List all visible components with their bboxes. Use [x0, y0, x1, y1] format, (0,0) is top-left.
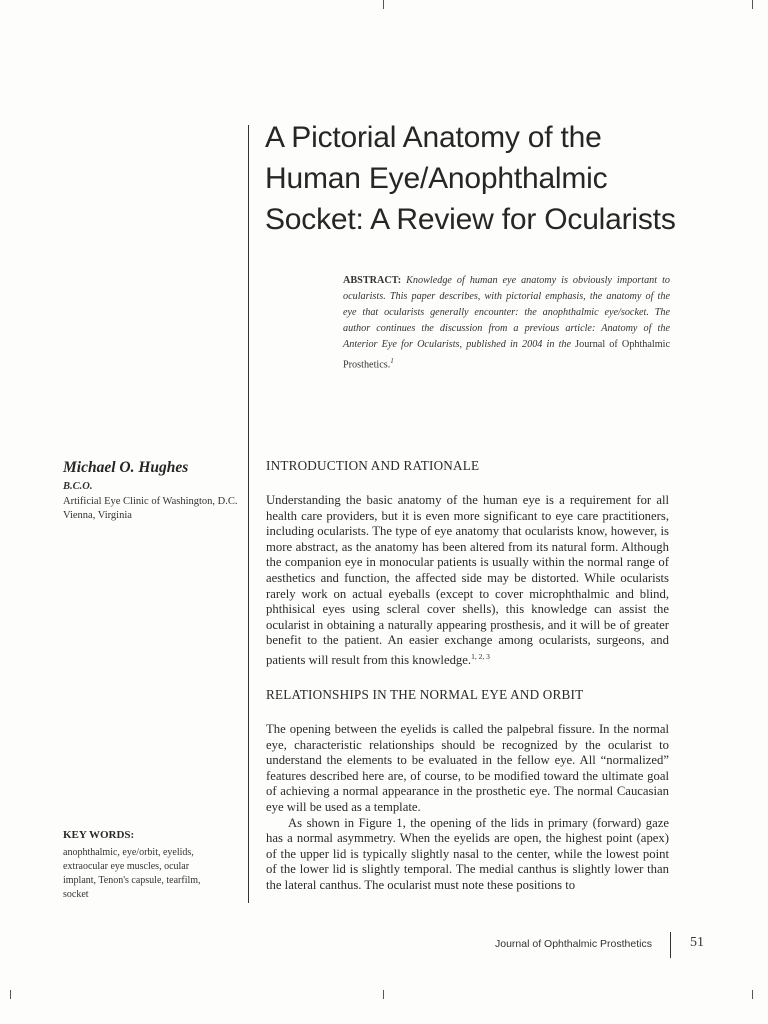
- affiliation-line-1: Artificial Eye Clinic of Washington, D.C.: [63, 495, 238, 507]
- title-line-3: Socket: A Review for Ocularists: [265, 203, 676, 236]
- relationships-paragraph-1: The opening between the eyelids is called the palpebral fissure. In the normal eye, characteristic relationships should be recognized by the ocularist to understand the elements to be evaluated in the fellow eye. All “normalized” features described here are, of course, to be modified toward the ultimate goal of achieving a normal appearance in the prosthetic eye. The normal Caucasian eye will be used as a template.: [266, 722, 669, 814]
- author-degree: B.C.O.: [63, 481, 93, 492]
- intro-text: Understanding the basic anatomy of the human eye is a requirement for all health care providers, but it is even more significant to eye care practitioners, including ocularists. The type of eye anatomy that ocularists know, however, is more abstract, as the anatomy has been altered from its natural form. Although the companion eye in monocular patients is usually within the normal range of aesthetics and function, the affected side may be distorted. While ocularists rarely work on actual eyeballs (except to cover microphthalmic and blind, phthisical eyes using scleral cover shells), this knowledge can assist the ocularist in obtaining a naturally appearing prosthesis, and it will be of greater benefit to the patient. An easier exchange among ocularists, surgeons, and patients will result from this knowledge.: [266, 493, 669, 668]
- page-number: 51: [690, 935, 704, 950]
- abstract-text: Knowledge of human eye anatomy is obviously important to ocularists. This paper describes, with pictorial emphasis, the anatomy of the eye that ocularists generally encounter: the anophthalmic eye/socket. The author continues the discussion from a previous article: Anatomy of the Anterior Eye for Ocularists, published in 2004 in the: [343, 275, 670, 350]
- title-line-2: Human Eye/Anophthalmic: [265, 162, 608, 195]
- author-name: Michael O. Hughes: [63, 459, 189, 476]
- intro-refs: 1, 2, 3: [471, 651, 490, 661]
- footer-divider: [670, 932, 671, 958]
- crop-mark-bottom-right: [752, 990, 753, 999]
- footer-journal: Journal of Ophthalmic Prosthetics: [495, 938, 652, 950]
- abstract-ref: 1: [390, 357, 394, 365]
- article-title: [265, 117, 735, 240]
- crop-mark-bottom-left: [10, 990, 11, 999]
- abstract-label: ABSTRACT:: [343, 275, 402, 286]
- relationships-heading: RELATIONSHIPS IN THE NORMAL EYE AND ORBIT: [266, 687, 584, 702]
- keywords-label: KEY WORDS:: [63, 829, 135, 841]
- crop-mark-bottom-center: [383, 990, 384, 999]
- crop-mark-top-center: [383, 0, 384, 9]
- relationships-paragraph-2: As shown in Figure 1, the opening of the lids in primary (forward) gaze has a normal asymmetry. When the eyelids are open, the highest point (apex) of the upper lid is typically slightly nasal to the center, while the lowest point of the lower lid is slightly temporal. The medial canthus is slightly lower than the lateral canthus. The ocularist must note these positions to: [266, 815, 669, 892]
- relationships-body: [266, 722, 669, 894]
- crop-mark-top-right: [752, 0, 753, 9]
- author-affiliation: [63, 480, 248, 524]
- title-line-1: A Pictorial Anatomy of the: [265, 121, 602, 154]
- column-divider: [248, 125, 249, 903]
- affiliation-line-2: Vienna, Virginia: [63, 510, 132, 521]
- intro-heading: INTRODUCTION AND RATIONALE: [266, 458, 480, 473]
- keywords-text: anophthalmic, eye/orbit, eyelids, extraocular eye muscles, ocular implant, Tenon's capsule, tearfilm, socket: [63, 847, 201, 900]
- abstract: [343, 273, 670, 373]
- abstract-journal: Journal of Ophthalmic Prosthetics.: [343, 339, 671, 371]
- intro-paragraph: [266, 493, 669, 669]
